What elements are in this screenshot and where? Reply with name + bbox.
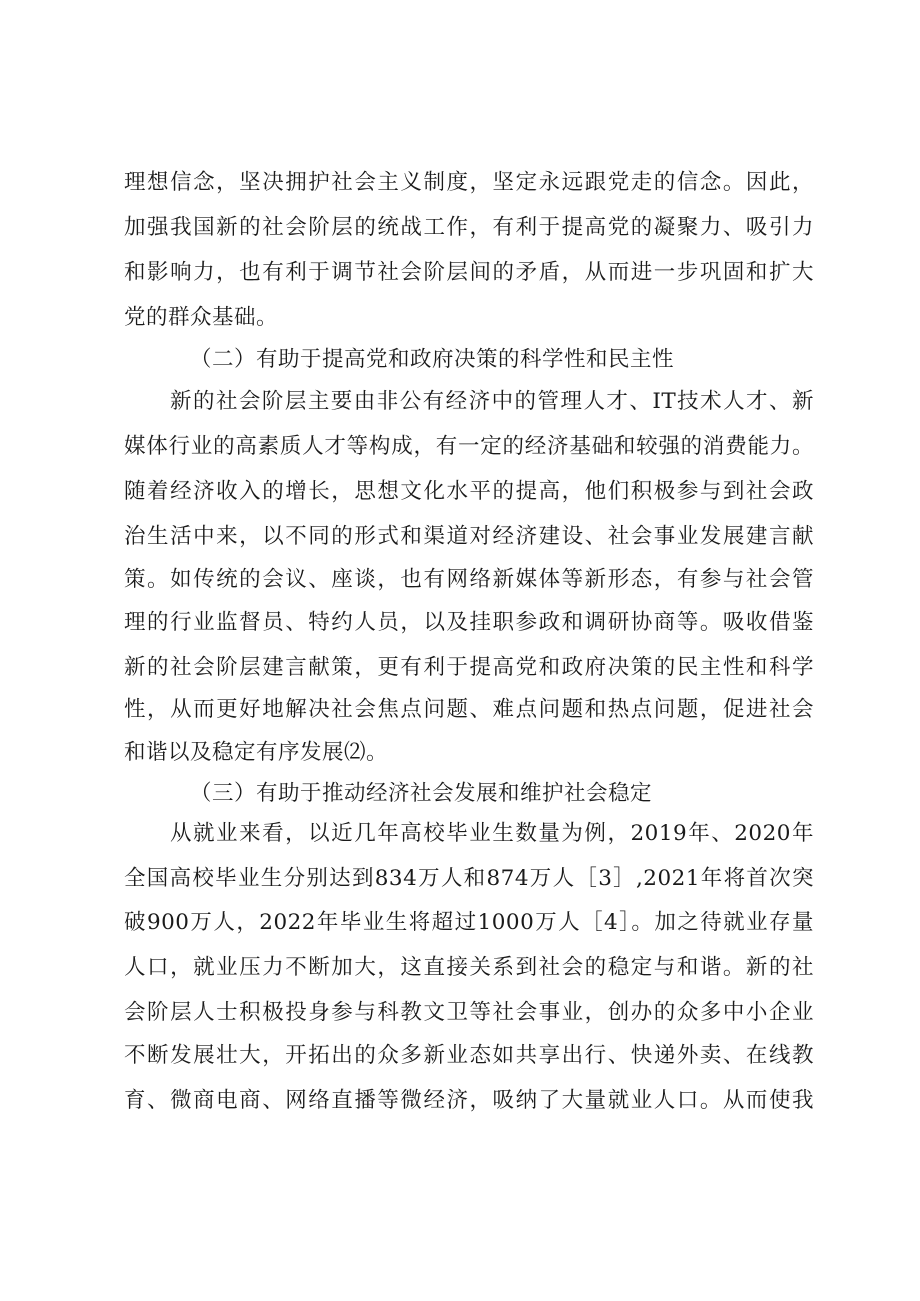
text-line: 和影响力，也有利于调节社会阶层间的矛盾，从而进一步巩固和扩大 [124,260,814,285]
text-line: 新的社会阶层建言献策，更有利于提高党和政府决策的民主性和科学 [124,655,814,680]
text-line: 媒体行业的高素质人才等构成，有一定的经济基础和较强的消费能力。 [124,434,814,459]
text-line: 理的行业监督员、特约人员，以及挂职参政和调研协商等。吸收借鉴 [124,610,814,635]
text-line: 全国高校毕业生分别达到834万人和874万人［3］,2021年将首次突 [124,866,814,891]
text-line: 从就业来看，以近几年高校毕业生数量为例，2019年、2020年 [170,821,814,846]
text-line: 破900万人，2022年毕业生将超过1000万人［4］。加之待就业存量 [124,910,814,935]
text-line: 性，从而更好地解决社会焦点问题、难点问题和热点问题，促进社会 [124,697,814,722]
text-line: 不断发展壮大，开拓出的众多新业态如共享出行、快递外卖、在线教 [124,1043,814,1068]
text-line: 党的群众基础。 [124,305,279,330]
text-line: 会阶层人士积极投身参与科教文卫等社会事业，创办的众多中小企业 [124,1000,814,1025]
text-line: 加强我国新的社会阶层的统战工作，有利于提高党的凝聚力、吸引力 [124,215,814,240]
text-line: 理想信念，坚决拥护社会主义制度，坚定永远跟党走的信念。因此， [124,170,814,195]
text-line: 和谐以及稳定有序发展⑵。 [124,740,389,765]
text-line: 随着经济收入的增长，思想文化水平的提高，他们积极参与到社会政 [124,479,814,504]
text-line: 新的社会阶层主要由非公有经济中的管理人才、IT技术人才、新 [170,389,814,414]
text-line: 人口，就业压力不断加大，这直接关系到社会的稳定与和谐。新的社 [124,955,814,980]
text-line: 治生活中来，以不同的形式和渠道对经济建设、社会事业发展建言献 [124,524,814,549]
section-heading: （三）有助于推动经济社会发展和维护社会稳定 [190,781,653,806]
text-line: 育、微商电商、网络直播等微经济，吸纳了大量就业人口。从而使我 [124,1088,814,1113]
text-line: 策。如传统的会议、座谈，也有网络新媒体等新形态，有参与社会管 [124,567,814,592]
section-heading: （二）有助于提高党和政府决策的科学性和民主性 [190,347,675,372]
